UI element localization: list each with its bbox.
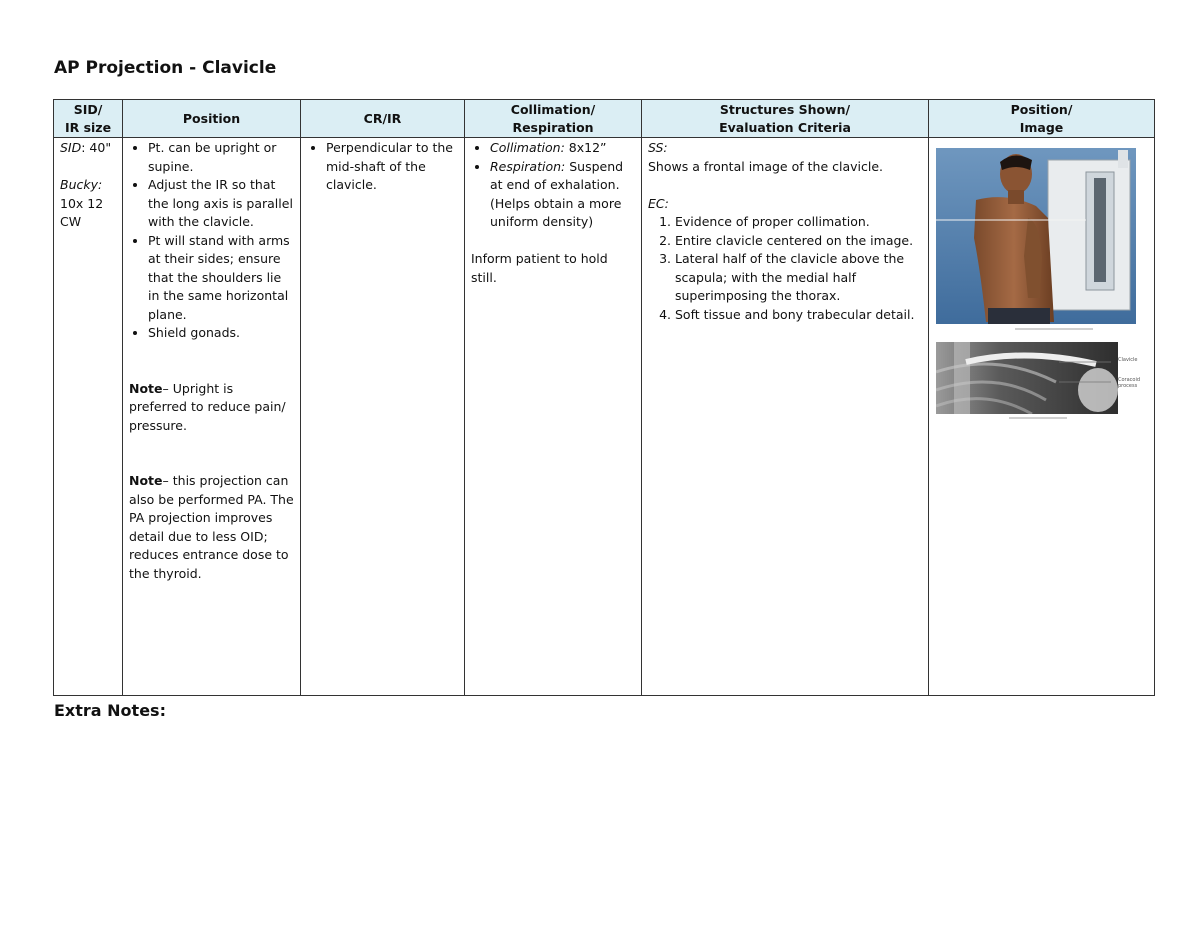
header-image-line1: Position/	[1010, 102, 1073, 117]
collimation-item	[490, 139, 635, 158]
list-item: • Pt. can be upright or supine.	[148, 139, 294, 176]
collimation-list	[471, 139, 635, 232]
header-collimation-line2: Respiration	[512, 119, 594, 135]
cell-cr	[301, 138, 465, 696]
list-item: 2. Entire clavicle centered on the image.	[675, 232, 922, 251]
note-text: – Upright is preferred to reduce pain/ pressure.	[129, 380, 286, 433]
list-item: 3. Lateral half of the clavicle above the scapula; with the medial half superimposing the thorax.	[675, 250, 922, 306]
list-item: • Pt will stand with arms at their sides; ensure that the shoulders lie in the same horizontal plane.	[148, 232, 294, 325]
content-row	[54, 138, 1155, 696]
header-cr: CR/IR	[301, 100, 465, 138]
photo-caption-line	[1015, 328, 1093, 330]
list-item: 1. Evidence of proper collimation.	[675, 213, 922, 232]
respiration-value: Suspend at end of exhalation. (Helps obtain a more uniform density)	[490, 158, 624, 229]
page-title: AP Projection - Clavicle	[54, 58, 277, 78]
cell-position	[123, 138, 301, 696]
sid-label: SID	[60, 140, 82, 155]
bucky-value-1: 10x 12	[60, 195, 104, 211]
list-item: 4. Soft tissue and bony trabecular detail.	[675, 306, 922, 325]
sid-line	[60, 139, 116, 158]
cr-list	[307, 139, 458, 195]
header-collimation	[465, 100, 642, 138]
xray-label-lines	[1059, 350, 1119, 410]
cell-sid	[54, 138, 123, 696]
xray-label-clavicle: Clavicle	[1118, 357, 1138, 363]
cell-image	[929, 138, 1155, 696]
note-upright	[129, 380, 294, 436]
header-sid-line1: SID/	[73, 102, 103, 117]
respiration-label: Respiration:	[490, 158, 566, 174]
cell-structures	[642, 138, 929, 696]
ss-text: Shows a frontal image of the clavicle.	[648, 158, 883, 174]
header-structures-line1: Structures Shown/	[719, 102, 851, 117]
header-row	[54, 100, 1155, 138]
header-structures-line2: Evaluation Criteria	[719, 119, 851, 135]
list-item: • Adjust the IR so that the long axis is parallel with the clavicle.	[148, 176, 294, 232]
positioning-photo	[936, 148, 1136, 324]
extra-notes-heading: Extra Notes:	[54, 701, 166, 720]
bucky-label: Bucky:	[60, 177, 103, 192]
cell-collimation	[465, 138, 642, 696]
respiration-item	[490, 158, 635, 232]
sid-value: : 40"	[81, 140, 112, 155]
note-label: Note	[129, 380, 163, 396]
xray-label-coracoid: Coracoid process	[1118, 377, 1141, 389]
list-item: • Shield gonads.	[148, 324, 294, 343]
bucky-value-2: CW	[60, 214, 82, 229]
collimation-value: 8x12”	[564, 140, 607, 155]
header-position: Position	[123, 100, 301, 138]
inform-text: Inform patient to hold still.	[471, 251, 608, 285]
criteria-list	[648, 213, 922, 324]
header-image	[929, 100, 1155, 138]
header-sid	[54, 100, 123, 138]
positioning-table	[53, 99, 1155, 696]
note-text: – this projection can also be performed PA. The PA projection improves detail due to less OID; reduces entrance dose to the thyroid.	[129, 473, 294, 581]
header-collimation-line1: Collimation/	[510, 102, 596, 117]
header-sid-line2: IR size	[64, 119, 112, 135]
list-item: • Perpendicular to the mid-shaft of the clavicle.	[326, 139, 458, 195]
header-image-line2: Image	[1019, 119, 1064, 135]
ec-label: EC:	[648, 195, 669, 211]
note-label: Note	[129, 473, 163, 488]
xray-caption-line	[1009, 417, 1067, 419]
position-list	[129, 139, 294, 343]
ss-label: SS:	[648, 140, 668, 155]
collimation-label: Collimation:	[490, 140, 565, 155]
note-pa	[129, 472, 294, 583]
header-structures	[642, 100, 929, 138]
